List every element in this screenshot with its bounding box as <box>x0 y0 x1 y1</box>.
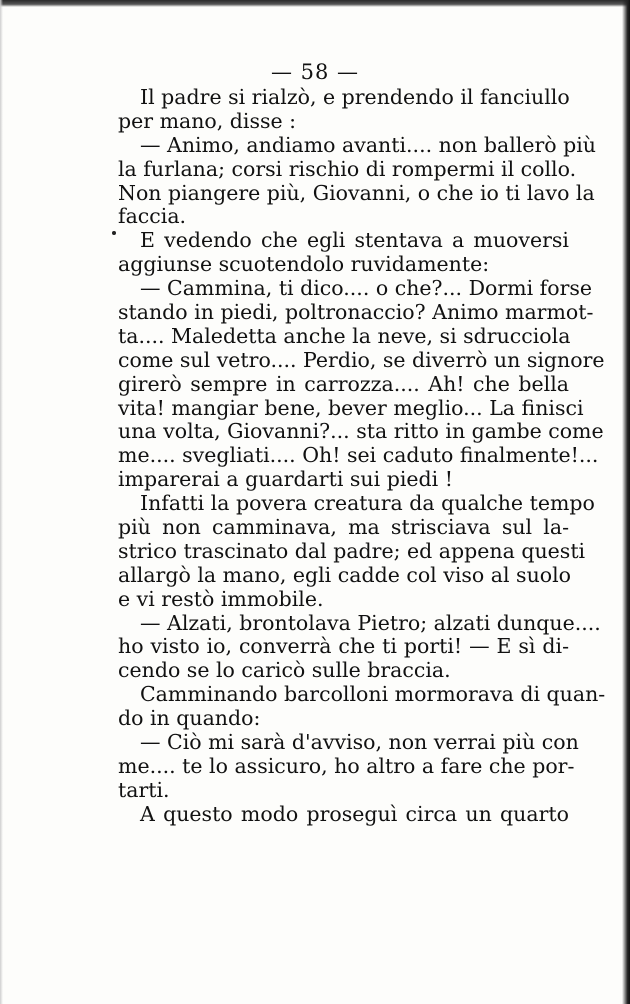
page-right-edge <box>622 0 630 1004</box>
text-line: tarti. <box>118 777 170 802</box>
text-line: — Cammina, ti dico.... o che?... Dormi forse <box>140 276 593 301</box>
text-line: aggiunse scuotendolo ruvidamente: <box>118 252 490 277</box>
page-number: — 58 — <box>270 60 360 84</box>
text-line: la furlana; corsi rischio di rompermi il collo. <box>118 156 577 181</box>
text-line: vita! mangiar bene, bever meglio... La finisci <box>118 395 584 420</box>
text-line: allargò la mano, egli cadde col viso al suolo <box>118 562 572 587</box>
text-line: E vedendo che egli stentava a muoversi <box>140 228 569 253</box>
text-line: Infatti la povera creatura da qualche tempo <box>140 491 595 516</box>
text-line: — Ciò mi sarà d'avviso, non verrai più con <box>140 730 579 755</box>
text-line: una volta, Giovanni?... sta ritto in gambe come <box>118 419 604 444</box>
text-line: ta.... Maledetta anche la neve, si sdrucciola <box>118 323 571 348</box>
text-line: me.... svegliati.... Oh! sei caduto finalmente!... <box>118 443 599 468</box>
text-line: Non piangere più, Giovanni, o che io ti lavo la <box>118 180 595 205</box>
text-line: come sul vetro.... Perdio, se diverrò un signore <box>118 347 605 372</box>
text-line: più non camminava, ma strisciava sul la- <box>118 515 569 540</box>
text-line: Il padre si rialzò, e prendendo il fanciullo <box>140 85 570 109</box>
page-left-shadow <box>0 0 3 1004</box>
text-line: strico trascinato dal padre; ed appena questi <box>118 538 586 563</box>
text-line: stando in piedi, poltronaccio? Animo marmot- <box>118 300 594 325</box>
text-line: imparerai a guardarti sui piedi ! <box>118 467 453 492</box>
text-line: ho visto io, converrà che ti porti! — E sì di- <box>118 634 569 659</box>
body-text <box>118 85 606 827</box>
text-line: — Alzati, brontolava Pietro; alzati dunque.... <box>140 610 601 635</box>
margin-dot-mark <box>112 231 116 235</box>
text-line: me.... te lo assicuro, ho altro a fare che por- <box>118 753 575 778</box>
text-line: — Animo, andiamo avanti.... non ballerò più <box>140 132 597 157</box>
text-line: e vi restò immobile. <box>118 586 324 611</box>
text-line: faccia. <box>118 204 187 229</box>
text-line: per mano, disse : <box>118 108 297 133</box>
text-line: do in quando: <box>118 706 261 731</box>
text-line: Camminando barcolloni mormorava di quan- <box>140 682 606 707</box>
text-line: girerò sempre in carrozza.... Ah! che bella <box>118 371 569 396</box>
text-line: cendo se lo caricò sulle braccia. <box>118 658 451 683</box>
text-line: A questo modo proseguì circa un quarto <box>140 801 569 826</box>
page-top-edge <box>0 0 630 7</box>
